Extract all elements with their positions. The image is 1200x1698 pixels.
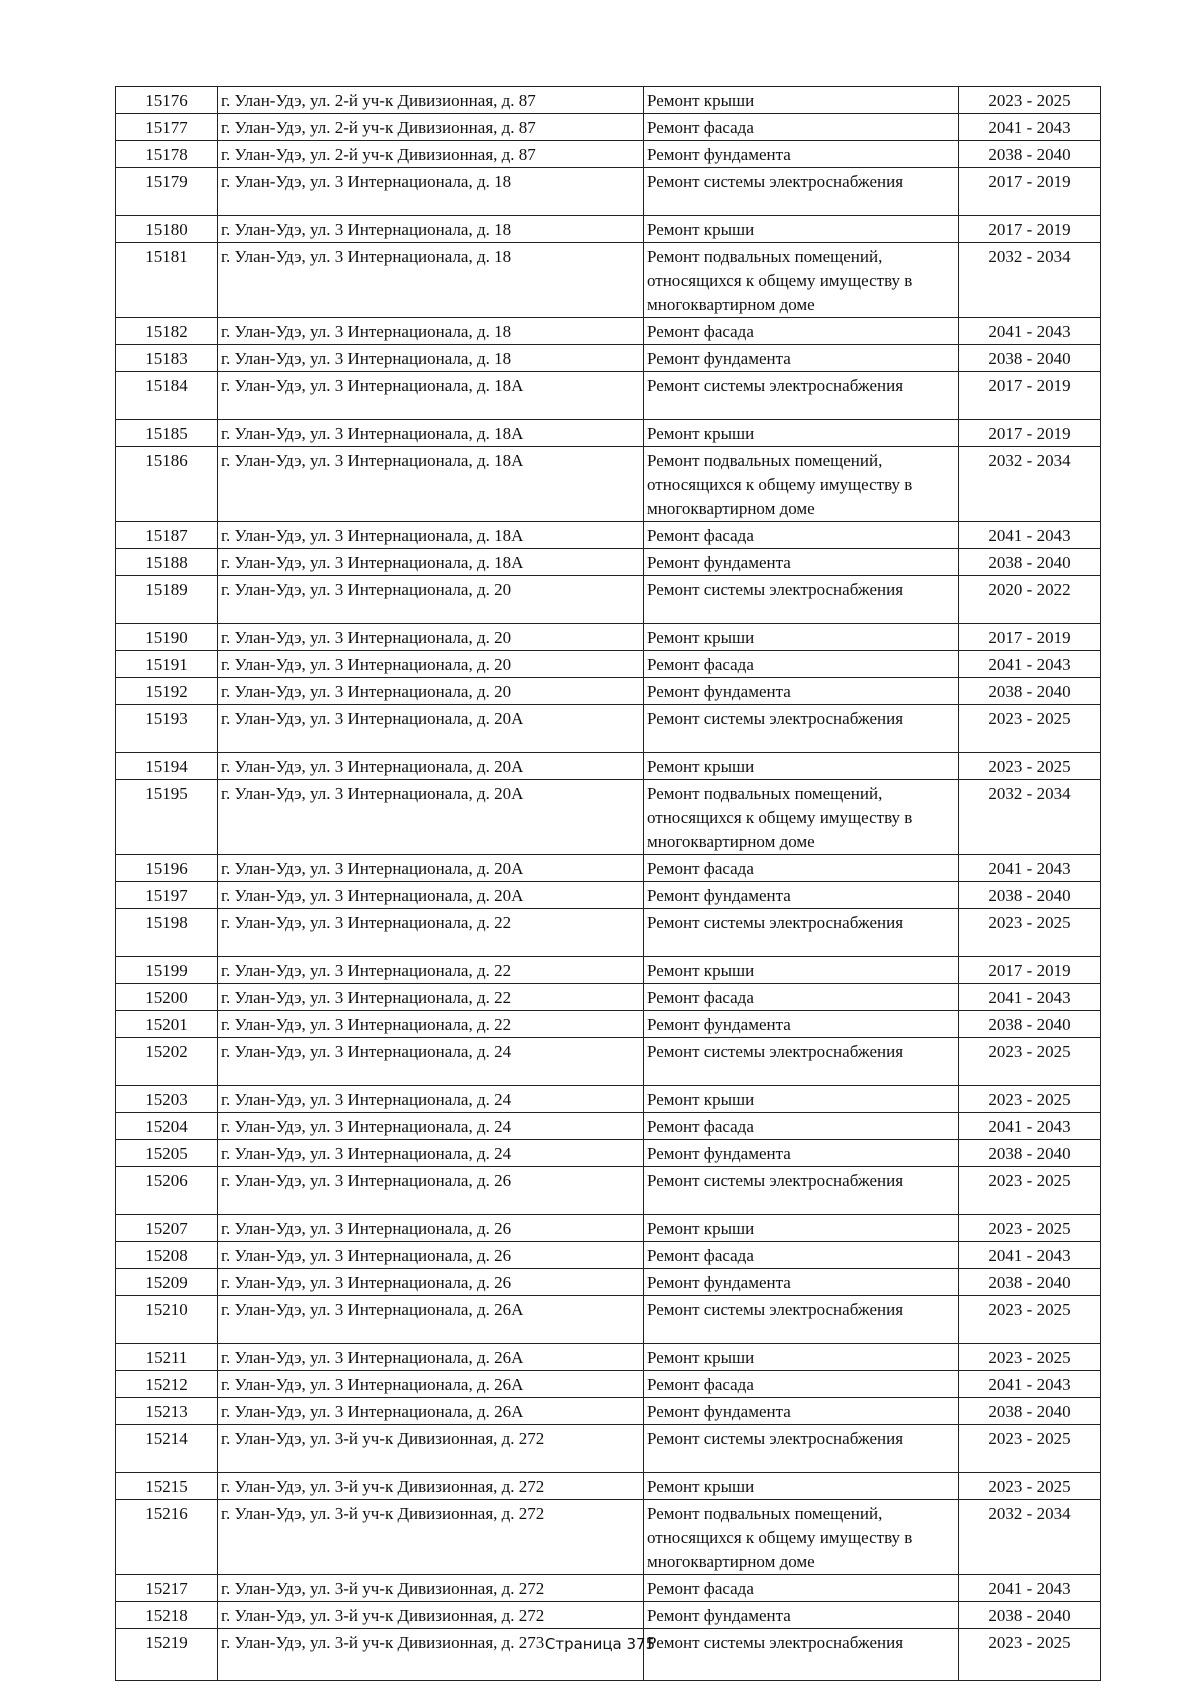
row-work-type: Ремонт системы электроснабжения bbox=[644, 168, 959, 216]
row-number: 15204 bbox=[116, 1113, 218, 1140]
row-number: 15185 bbox=[116, 420, 218, 447]
row-address: г. Улан-Удэ, ул. 2-й уч-к Дивизионная, д. 87 bbox=[218, 87, 644, 114]
row-address: г. Улан-Удэ, ул. 3 Интернационала, д. 24 bbox=[218, 1140, 644, 1167]
table-row bbox=[116, 882, 1101, 909]
row-work-type: Ремонт системы электроснабжения bbox=[644, 1167, 959, 1215]
row-work-type: Ремонт фундамента bbox=[644, 141, 959, 168]
row-work-type: Ремонт фундамента bbox=[644, 1398, 959, 1425]
table-row bbox=[116, 1425, 1101, 1473]
row-address: г. Улан-Удэ, ул. 3 Интернационала, д. 18А bbox=[218, 420, 644, 447]
row-number: 15216 bbox=[116, 1500, 218, 1575]
row-work-type: Ремонт крыши bbox=[644, 87, 959, 114]
table-row bbox=[116, 1398, 1101, 1425]
row-work-type: Ремонт фасада bbox=[644, 522, 959, 549]
repair-schedule-table bbox=[115, 86, 1101, 1681]
row-period: 2023 - 2025 bbox=[959, 909, 1101, 957]
row-period: 2041 - 2043 bbox=[959, 1242, 1101, 1269]
row-period: 2023 - 2025 bbox=[959, 1167, 1101, 1215]
row-period: 2023 - 2025 bbox=[959, 1473, 1101, 1500]
table-row bbox=[116, 447, 1101, 522]
row-address: г. Улан-Удэ, ул. 3 Интернационала, д. 26А bbox=[218, 1398, 644, 1425]
row-address: г. Улан-Удэ, ул. 3-й уч-к Дивизионная, д. 272 bbox=[218, 1575, 644, 1602]
row-work-type: Ремонт системы электроснабжения bbox=[644, 576, 959, 624]
row-work-type: Ремонт крыши bbox=[644, 1086, 959, 1113]
table-row bbox=[116, 780, 1101, 855]
row-period: 2038 - 2040 bbox=[959, 1269, 1101, 1296]
row-address: г. Улан-Удэ, ул. 3 Интернационала, д. 18А bbox=[218, 447, 644, 522]
row-number: 15178 bbox=[116, 141, 218, 168]
table-row bbox=[116, 1575, 1101, 1602]
row-number: 15186 bbox=[116, 447, 218, 522]
row-address: г. Улан-Удэ, ул. 3 Интернационала, д. 18 bbox=[218, 345, 644, 372]
table-body bbox=[116, 87, 1101, 1681]
row-period: 2032 - 2034 bbox=[959, 1500, 1101, 1575]
row-work-type: Ремонт системы электроснабжения bbox=[644, 1425, 959, 1473]
row-work-type: Ремонт фасада bbox=[644, 114, 959, 141]
row-period: 2038 - 2040 bbox=[959, 882, 1101, 909]
row-number: 15196 bbox=[116, 855, 218, 882]
table-row bbox=[116, 1269, 1101, 1296]
row-work-type: Ремонт крыши bbox=[644, 1473, 959, 1500]
row-address: г. Улан-Удэ, ул. 3 Интернационала, д. 26 bbox=[218, 1242, 644, 1269]
table-row bbox=[116, 243, 1101, 318]
row-address: г. Улан-Удэ, ул. 3 Интернационала, д. 24 bbox=[218, 1086, 644, 1113]
row-number: 15182 bbox=[116, 318, 218, 345]
row-work-type: Ремонт фундамента bbox=[644, 549, 959, 576]
row-number: 15199 bbox=[116, 957, 218, 984]
row-address: г. Улан-Удэ, ул. 2-й уч-к Дивизионная, д. 87 bbox=[218, 141, 644, 168]
row-work-type: Ремонт крыши bbox=[644, 216, 959, 243]
table-row bbox=[116, 318, 1101, 345]
row-period: 2023 - 2025 bbox=[959, 1296, 1101, 1344]
row-period: 2017 - 2019 bbox=[959, 216, 1101, 243]
row-period: 2041 - 2043 bbox=[959, 984, 1101, 1011]
table-row bbox=[116, 1011, 1101, 1038]
table-row bbox=[116, 216, 1101, 243]
row-period: 2023 - 2025 bbox=[959, 705, 1101, 753]
row-work-type: Ремонт фасада bbox=[644, 1113, 959, 1140]
row-work-type: Ремонт фундамента bbox=[644, 678, 959, 705]
row-work-type: Ремонт крыши bbox=[644, 753, 959, 780]
row-period: 2038 - 2040 bbox=[959, 678, 1101, 705]
row-number: 15211 bbox=[116, 1344, 218, 1371]
row-address: г. Улан-Удэ, ул. 3 Интернационала, д. 22 bbox=[218, 1011, 644, 1038]
row-number: 15200 bbox=[116, 984, 218, 1011]
row-number: 15184 bbox=[116, 372, 218, 420]
table-row bbox=[116, 1242, 1101, 1269]
row-number: 15209 bbox=[116, 1269, 218, 1296]
row-period: 2023 - 2025 bbox=[959, 1629, 1101, 1681]
row-address: г. Улан-Удэ, ул. 3 Интернационала, д. 20А bbox=[218, 753, 644, 780]
row-number: 15218 bbox=[116, 1602, 218, 1629]
row-address: г. Улан-Удэ, ул. 3 Интернационала, д. 18 bbox=[218, 318, 644, 345]
table-row bbox=[116, 855, 1101, 882]
row-work-type: Ремонт фундамента bbox=[644, 345, 959, 372]
row-number: 15176 bbox=[116, 87, 218, 114]
row-address: г. Улан-Удэ, ул. 3 Интернационала, д. 26А bbox=[218, 1296, 644, 1344]
row-number: 15193 bbox=[116, 705, 218, 753]
row-number: 15212 bbox=[116, 1371, 218, 1398]
row-number: 15207 bbox=[116, 1215, 218, 1242]
table-row bbox=[116, 522, 1101, 549]
row-work-type: Ремонт системы электроснабжения bbox=[644, 1629, 959, 1681]
row-work-type: Ремонт фасада bbox=[644, 1575, 959, 1602]
row-address: г. Улан-Удэ, ул. 3 Интернационала, д. 20 bbox=[218, 624, 644, 651]
row-work-type: Ремонт фундамента bbox=[644, 1269, 959, 1296]
table-row bbox=[116, 624, 1101, 651]
row-address: г. Улан-Удэ, ул. 3 Интернационала, д. 18А bbox=[218, 522, 644, 549]
row-period: 2017 - 2019 bbox=[959, 624, 1101, 651]
row-period: 2017 - 2019 bbox=[959, 168, 1101, 216]
table-row bbox=[116, 651, 1101, 678]
row-number: 15213 bbox=[116, 1398, 218, 1425]
row-period: 2038 - 2040 bbox=[959, 549, 1101, 576]
row-work-type: Ремонт фундамента bbox=[644, 1011, 959, 1038]
row-work-type: Ремонт системы электроснабжения bbox=[644, 1296, 959, 1344]
table-row bbox=[116, 372, 1101, 420]
row-period: 2041 - 2043 bbox=[959, 318, 1101, 345]
row-period: 2041 - 2043 bbox=[959, 651, 1101, 678]
row-address: г. Улан-Удэ, ул. 3 Интернационала, д. 22 bbox=[218, 984, 644, 1011]
row-period: 2023 - 2025 bbox=[959, 1215, 1101, 1242]
row-number: 15183 bbox=[116, 345, 218, 372]
row-address: г. Улан-Удэ, ул. 3 Интернационала, д. 22 bbox=[218, 909, 644, 957]
table-row bbox=[116, 1296, 1101, 1344]
row-work-type: Ремонт системы электроснабжения bbox=[644, 705, 959, 753]
table-row bbox=[116, 1038, 1101, 1086]
row-period: 2023 - 2025 bbox=[959, 1086, 1101, 1113]
row-period: 2038 - 2040 bbox=[959, 345, 1101, 372]
row-work-type: Ремонт крыши bbox=[644, 957, 959, 984]
row-address: г. Улан-Удэ, ул. 3 Интернационала, д. 26 bbox=[218, 1269, 644, 1296]
row-number: 15179 bbox=[116, 168, 218, 216]
row-number: 15205 bbox=[116, 1140, 218, 1167]
row-period: 2017 - 2019 bbox=[959, 957, 1101, 984]
row-period: 2023 - 2025 bbox=[959, 1425, 1101, 1473]
table-row bbox=[116, 141, 1101, 168]
row-period: 2017 - 2019 bbox=[959, 372, 1101, 420]
row-work-type: Ремонт подвальных помещений, относящихся к общему имуществу в многоквартирном доме bbox=[644, 780, 959, 855]
row-address: г. Улан-Удэ, ул. 3 Интернационала, д. 24 bbox=[218, 1113, 644, 1140]
row-address: г. Улан-Удэ, ул. 3-й уч-к Дивизионная, д. 272 bbox=[218, 1473, 644, 1500]
table-row bbox=[116, 1500, 1101, 1575]
row-address: г. Улан-Удэ, ул. 3 Интернационала, д. 20А bbox=[218, 705, 644, 753]
table-row bbox=[116, 957, 1101, 984]
row-period: 2038 - 2040 bbox=[959, 1398, 1101, 1425]
table-row bbox=[116, 549, 1101, 576]
table-row bbox=[116, 678, 1101, 705]
table-row bbox=[116, 1086, 1101, 1113]
row-number: 15192 bbox=[116, 678, 218, 705]
row-work-type: Ремонт фасада bbox=[644, 1242, 959, 1269]
row-number: 15194 bbox=[116, 753, 218, 780]
row-number: 15210 bbox=[116, 1296, 218, 1344]
row-number: 15206 bbox=[116, 1167, 218, 1215]
table-row bbox=[116, 1473, 1101, 1500]
row-work-type: Ремонт крыши bbox=[644, 1344, 959, 1371]
row-period: 2023 - 2025 bbox=[959, 87, 1101, 114]
row-work-type: Ремонт подвальных помещений, относящихся к общему имуществу в многоквартирном доме bbox=[644, 447, 959, 522]
row-address: г. Улан-Удэ, ул. 2-й уч-к Дивизионная, д. 87 bbox=[218, 114, 644, 141]
row-work-type: Ремонт фундамента bbox=[644, 1602, 959, 1629]
row-period: 2032 - 2034 bbox=[959, 243, 1101, 318]
row-period: 2041 - 2043 bbox=[959, 1113, 1101, 1140]
row-period: 2038 - 2040 bbox=[959, 1011, 1101, 1038]
row-work-type: Ремонт фасада bbox=[644, 984, 959, 1011]
row-number: 15201 bbox=[116, 1011, 218, 1038]
table-row bbox=[116, 1113, 1101, 1140]
row-work-type: Ремонт фасада bbox=[644, 318, 959, 345]
row-work-type: Ремонт фасада bbox=[644, 651, 959, 678]
row-work-type: Ремонт фасада bbox=[644, 1371, 959, 1398]
row-period: 2032 - 2034 bbox=[959, 447, 1101, 522]
row-address: г. Улан-Удэ, ул. 3 Интернационала, д. 20 bbox=[218, 576, 644, 624]
table-row bbox=[116, 114, 1101, 141]
row-address: г. Улан-Удэ, ул. 3-й уч-к Дивизионная, д. 272 bbox=[218, 1500, 644, 1575]
row-number: 15195 bbox=[116, 780, 218, 855]
row-address: г. Улан-Удэ, ул. 3 Интернационала, д. 26 bbox=[218, 1167, 644, 1215]
row-period: 2041 - 2043 bbox=[959, 855, 1101, 882]
row-period: 2017 - 2019 bbox=[959, 420, 1101, 447]
table-row bbox=[116, 1344, 1101, 1371]
table-row bbox=[116, 87, 1101, 114]
table-row bbox=[116, 1215, 1101, 1242]
table-row bbox=[116, 909, 1101, 957]
row-number: 15180 bbox=[116, 216, 218, 243]
row-address: г. Улан-Удэ, ул. 3 Интернационала, д. 20 bbox=[218, 651, 644, 678]
row-number: 15177 bbox=[116, 114, 218, 141]
row-period: 2023 - 2025 bbox=[959, 1344, 1101, 1371]
row-address: г. Улан-Удэ, ул. 3 Интернационала, д. 20А bbox=[218, 780, 644, 855]
row-number: 15191 bbox=[116, 651, 218, 678]
row-number: 15189 bbox=[116, 576, 218, 624]
table-row bbox=[116, 1167, 1101, 1215]
row-number: 15219 bbox=[116, 1629, 218, 1681]
row-number: 15215 bbox=[116, 1473, 218, 1500]
row-period: 2032 - 2034 bbox=[959, 780, 1101, 855]
table-row bbox=[116, 420, 1101, 447]
row-number: 15187 bbox=[116, 522, 218, 549]
document-sheet bbox=[115, 86, 1100, 1681]
row-address: г. Улан-Удэ, ул. 3-й уч-к Дивизионная, д. 272 bbox=[218, 1602, 644, 1629]
row-number: 15197 bbox=[116, 882, 218, 909]
row-number: 15208 bbox=[116, 1242, 218, 1269]
row-period: 2038 - 2040 bbox=[959, 1140, 1101, 1167]
row-work-type: Ремонт фасада bbox=[644, 855, 959, 882]
row-address: г. Улан-Удэ, ул. 3 Интернационала, д. 18А bbox=[218, 549, 644, 576]
row-address: г. Улан-Удэ, ул. 3 Интернационала, д. 18 bbox=[218, 216, 644, 243]
row-work-type: Ремонт системы электроснабжения bbox=[644, 372, 959, 420]
row-number: 15217 bbox=[116, 1575, 218, 1602]
row-period: 2041 - 2043 bbox=[959, 1575, 1101, 1602]
row-work-type: Ремонт системы электроснабжения bbox=[644, 1038, 959, 1086]
row-address: г. Улан-Удэ, ул. 3 Интернационала, д. 22 bbox=[218, 957, 644, 984]
row-period: 2038 - 2040 bbox=[959, 1602, 1101, 1629]
row-address: г. Улан-Удэ, ул. 3 Интернационала, д. 24 bbox=[218, 1038, 644, 1086]
table-row bbox=[116, 753, 1101, 780]
table-row bbox=[116, 984, 1101, 1011]
row-address: г. Улан-Удэ, ул. 3 Интернационала, д. 26 bbox=[218, 1215, 644, 1242]
row-period: 2041 - 2043 bbox=[959, 522, 1101, 549]
table-row bbox=[116, 576, 1101, 624]
row-number: 15214 bbox=[116, 1425, 218, 1473]
row-work-type: Ремонт крыши bbox=[644, 420, 959, 447]
row-number: 15190 bbox=[116, 624, 218, 651]
row-work-type: Ремонт фундамента bbox=[644, 882, 959, 909]
row-address: г. Улан-Удэ, ул. 3 Интернационала, д. 18 bbox=[218, 168, 644, 216]
page-number: Страница 375 bbox=[544, 1635, 656, 1653]
row-number: 15188 bbox=[116, 549, 218, 576]
row-address: г. Улан-Удэ, ул. 3 Интернационала, д. 18 bbox=[218, 243, 644, 318]
row-period: 2020 - 2022 bbox=[959, 576, 1101, 624]
row-address: г. Улан-Удэ, ул. 3 Интернационала, д. 26А bbox=[218, 1344, 644, 1371]
row-period: 2041 - 2043 bbox=[959, 114, 1101, 141]
row-number: 15203 bbox=[116, 1086, 218, 1113]
row-number: 15202 bbox=[116, 1038, 218, 1086]
row-work-type: Ремонт крыши bbox=[644, 624, 959, 651]
row-address: г. Улан-Удэ, ул. 3 Интернационала, д. 20А bbox=[218, 855, 644, 882]
row-work-type: Ремонт системы электроснабжения bbox=[644, 909, 959, 957]
row-address: г. Улан-Удэ, ул. 3 Интернационала, д. 18А bbox=[218, 372, 644, 420]
row-address: г. Улан-Удэ, ул. 3-й уч-к Дивизионная, д. 273 bbox=[218, 1629, 644, 1681]
table-row bbox=[116, 1140, 1101, 1167]
row-period: 2041 - 2043 bbox=[959, 1371, 1101, 1398]
row-work-type: Ремонт крыши bbox=[644, 1215, 959, 1242]
table-row bbox=[116, 168, 1101, 216]
row-work-type: Ремонт фундамента bbox=[644, 1140, 959, 1167]
row-work-type: Ремонт подвальных помещений, относящихся к общему имуществу в многоквартирном доме bbox=[644, 1500, 959, 1575]
row-work-type: Ремонт подвальных помещений, относящихся к общему имуществу в многоквартирном доме bbox=[644, 243, 959, 318]
table-row bbox=[116, 1602, 1101, 1629]
table-row bbox=[116, 345, 1101, 372]
table-row bbox=[116, 705, 1101, 753]
row-address: г. Улан-Удэ, ул. 3 Интернационала, д. 20 bbox=[218, 678, 644, 705]
row-address: г. Улан-Удэ, ул. 3 Интернационала, д. 20А bbox=[218, 882, 644, 909]
row-period: 2023 - 2025 bbox=[959, 1038, 1101, 1086]
row-period: 2023 - 2025 bbox=[959, 753, 1101, 780]
row-address: г. Улан-Удэ, ул. 3-й уч-к Дивизионная, д. 272 bbox=[218, 1425, 644, 1473]
row-address: г. Улан-Удэ, ул. 3 Интернационала, д. 26А bbox=[218, 1371, 644, 1398]
row-number: 15181 bbox=[116, 243, 218, 318]
row-number: 15198 bbox=[116, 909, 218, 957]
table-row bbox=[116, 1371, 1101, 1398]
row-period: 2038 - 2040 bbox=[959, 141, 1101, 168]
